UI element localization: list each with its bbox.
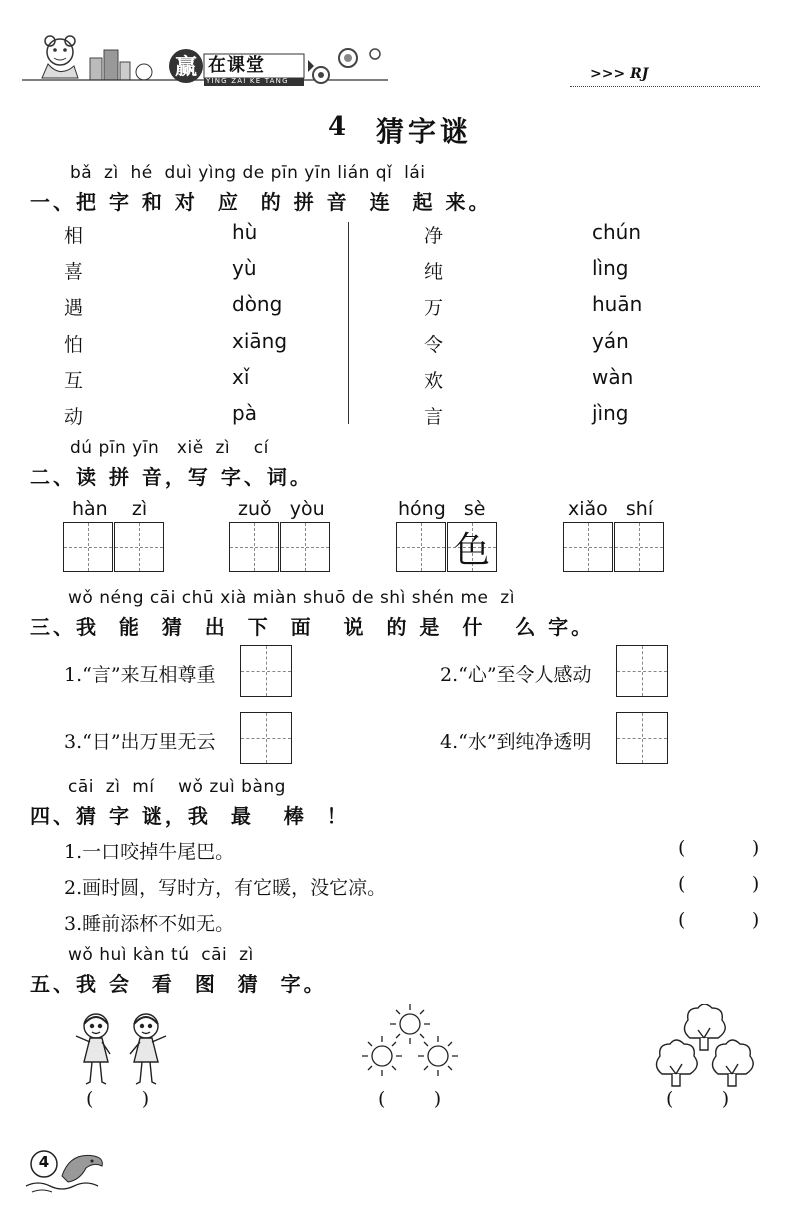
lesson-title: 猜字谜 bbox=[376, 115, 473, 148]
right-char[interactable]: 言 bbox=[424, 406, 444, 428]
left-pinyin[interactable]: pà bbox=[232, 401, 257, 425]
left-char[interactable]: 动 bbox=[64, 406, 84, 428]
writing-cell[interactable] bbox=[114, 522, 164, 572]
lesson-number: 4 bbox=[328, 112, 347, 142]
writing-grid bbox=[229, 522, 332, 572]
right-pinyin[interactable]: yán bbox=[592, 329, 629, 353]
brand-char: 赢 bbox=[174, 54, 198, 80]
left-pinyin[interactable]: yù bbox=[232, 256, 257, 280]
three-suns-icon bbox=[356, 1004, 466, 1082]
brand-pinyin: YING ZAI KE TANG bbox=[206, 77, 289, 85]
left-pinyin[interactable]: dòng bbox=[232, 292, 283, 316]
section5-pinyin: wǒ huì kàn tú cāi zì bbox=[68, 945, 254, 965]
group-pinyin: zuǒ yòu bbox=[238, 498, 325, 520]
left-pinyin[interactable]: hù bbox=[232, 220, 258, 244]
group-pinyin: xiǎo shí bbox=[568, 498, 654, 520]
writing-grid bbox=[563, 522, 666, 572]
group-pinyin: hàn zì bbox=[72, 498, 148, 520]
right-char[interactable]: 净 bbox=[424, 225, 444, 247]
right-char[interactable]: 纯 bbox=[424, 261, 444, 283]
left-char[interactable]: 怕 bbox=[64, 334, 84, 356]
section1-pinyin: bǎ zì hé duì yìng de pīn yīn lián qǐ lái bbox=[70, 163, 426, 183]
right-pinyin[interactable]: lìng bbox=[592, 256, 629, 280]
right-pinyin[interactable]: jìng bbox=[592, 401, 629, 425]
writing-cell[interactable] bbox=[63, 522, 113, 572]
writing-grid bbox=[396, 522, 499, 572]
riddle-item: 3.“日”出万里无云 bbox=[64, 731, 216, 753]
left-char[interactable]: 相 bbox=[64, 225, 84, 247]
picture-answer-blank[interactable]: ( ) bbox=[378, 1088, 442, 1110]
right-char[interactable]: 令 bbox=[424, 334, 444, 356]
picture-answer-blank[interactable]: ( ) bbox=[86, 1088, 150, 1110]
answer-blank[interactable]: ( ) bbox=[678, 837, 760, 859]
right-char[interactable]: 万 bbox=[424, 297, 444, 319]
left-pinyin[interactable]: xǐ bbox=[232, 365, 250, 389]
section1-heading: 一、把 字 和 对 应 的 拼 音 连 起 来。 bbox=[30, 190, 492, 214]
writing-cell[interactable] bbox=[396, 522, 446, 572]
riddle-item: 1.“言”来互相尊重 bbox=[64, 664, 216, 686]
section3-heading: 三、我 能 猜 出 下 面 说 的 是 什 么 字。 bbox=[30, 615, 595, 639]
writing-cell[interactable] bbox=[563, 522, 613, 572]
picture-answer-blank[interactable]: ( ) bbox=[666, 1088, 730, 1110]
answer-cell[interactable] bbox=[240, 645, 292, 697]
left-char[interactable]: 互 bbox=[64, 370, 84, 392]
riddle-item: 4.“水”到纯净透明 bbox=[440, 731, 592, 753]
group-pinyin: hóng sè bbox=[398, 498, 486, 520]
three-trees-icon bbox=[652, 1004, 756, 1088]
writing-cell[interactable]: 色 bbox=[447, 522, 497, 572]
match-divider bbox=[348, 222, 349, 424]
answer-cell[interactable] bbox=[240, 712, 292, 764]
answer-blank[interactable]: ( ) bbox=[678, 873, 760, 895]
riddle-item: 3.睡前添杯不如无。 bbox=[64, 913, 235, 935]
right-pinyin[interactable]: chún bbox=[592, 220, 642, 244]
riddle-item: 2.画时圆，写时方，有它暖，没它凉。 bbox=[64, 877, 387, 899]
right-char[interactable]: 欢 bbox=[424, 370, 444, 392]
section4-heading: 四、猜 字 谜，我 最 棒 ！ bbox=[30, 804, 350, 828]
right-pinyin[interactable]: huān bbox=[592, 292, 643, 316]
writing-grid bbox=[63, 522, 166, 572]
section2-pinyin: dú pīn yīn xiě zì cí bbox=[70, 438, 269, 458]
section4-pinyin: cāi zì mí wǒ zuì bàng bbox=[68, 777, 286, 797]
section3-pinyin: wǒ néng cāi chū xià miàn shuō de shì shén me zì bbox=[68, 588, 515, 608]
header-decoration-icon bbox=[18, 30, 388, 90]
left-char[interactable]: 喜 bbox=[64, 261, 84, 283]
answer-cell[interactable] bbox=[616, 645, 668, 697]
section5-heading: 五、我 会 看 图 猜 字。 bbox=[30, 972, 327, 996]
left-pinyin[interactable]: xiāng bbox=[232, 329, 288, 353]
brand-title: 在课堂 bbox=[208, 55, 265, 76]
edition-label: >>> RJ bbox=[590, 66, 649, 82]
header-banner bbox=[18, 30, 388, 90]
riddle-item: 1.一口咬掉牛尾巴。 bbox=[64, 841, 235, 863]
riddle-item: 2.“心”至令人感动 bbox=[440, 664, 592, 686]
left-char[interactable]: 遇 bbox=[64, 297, 84, 319]
writing-cell[interactable] bbox=[229, 522, 279, 572]
two-girls-icon bbox=[70, 1010, 174, 1092]
answer-cell[interactable] bbox=[616, 712, 668, 764]
header-rule bbox=[570, 86, 760, 87]
page-number: 4 bbox=[38, 1153, 50, 1171]
writing-cell[interactable] bbox=[280, 522, 330, 572]
right-pinyin[interactable]: wàn bbox=[592, 365, 634, 389]
writing-cell[interactable] bbox=[614, 522, 664, 572]
section2-heading: 二、读 拼 音，写 字、词。 bbox=[30, 465, 313, 489]
answer-blank[interactable]: ( ) bbox=[678, 909, 760, 931]
